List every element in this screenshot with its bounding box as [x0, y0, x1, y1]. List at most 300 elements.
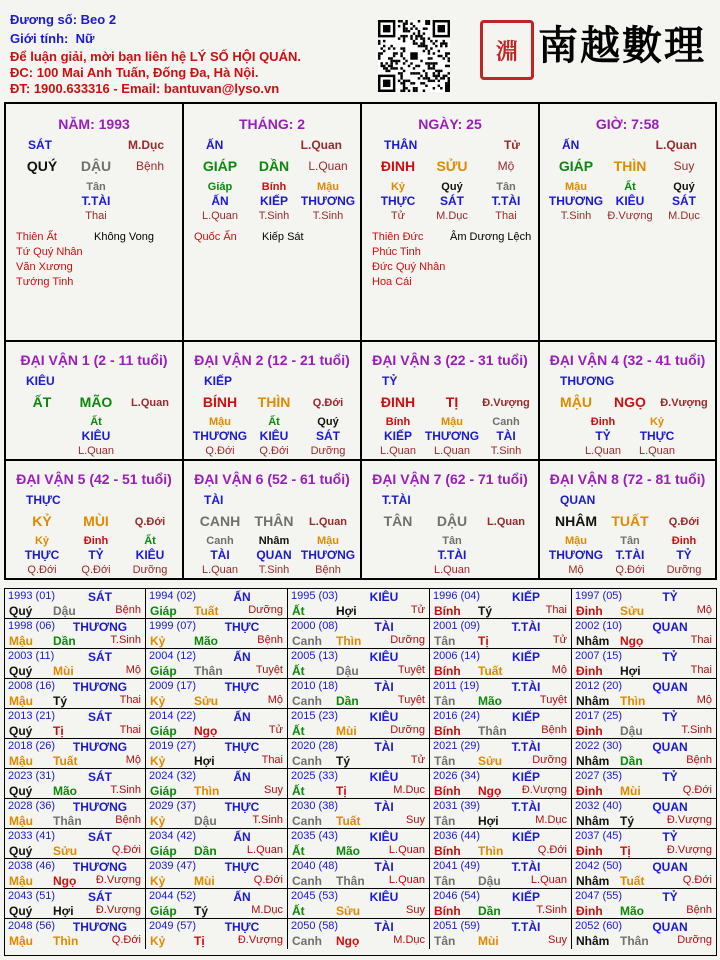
heavenly-stem: ĐINH [380, 158, 416, 174]
gender-value: Nữ [75, 31, 95, 46]
year-branch: Tý [620, 814, 635, 828]
dai-van-god: TÀI [204, 493, 224, 507]
year-stem: Quý [9, 604, 33, 618]
year-branch: Mão [336, 844, 360, 858]
year-branch: Thìn [620, 694, 646, 708]
year-ten-god: TÀI [374, 740, 394, 754]
dai-van-hidden-stage: Mộ [568, 564, 584, 576]
year-label: 2037 (45) [575, 830, 623, 842]
year-ten-god: TÀI [374, 680, 394, 694]
year-label: 2036 (44) [433, 830, 481, 842]
dai-van-hidden-god: T.TÀI [615, 548, 645, 562]
year-ten-god: TÀI [374, 920, 394, 934]
year-ten-god: QUAN [652, 620, 688, 634]
year-branch: Thìn [478, 844, 504, 858]
year-branch: Dần [336, 694, 359, 708]
year-stem: Tân [434, 814, 456, 828]
dai-van-stem: KỶ [32, 513, 52, 529]
year-stage: Thai [119, 724, 141, 736]
hidden-stem: Mậu [565, 181, 587, 193]
year-stage: T.Sinh [536, 904, 567, 916]
year-label: 2050 (58) [291, 920, 339, 932]
year-label: 2042 (50) [575, 860, 623, 872]
dai-van-hidden-stem: Canh [492, 416, 520, 428]
year-cell [146, 799, 288, 829]
qr-code-icon[interactable] [378, 20, 450, 92]
dai-van-hidden-god: THỰC [639, 429, 675, 443]
year-branch: Mùi [336, 724, 357, 738]
year-label: 2016 (24) [433, 710, 481, 722]
year-ten-god: TÀI [374, 620, 394, 634]
year-ten-god: KIẾP [511, 590, 540, 604]
year-ten-god: THƯƠNG [72, 920, 128, 934]
dai-van-title: ĐẠI VẬN 1 (2 - 11 tuổi) [20, 352, 168, 368]
year-cell [5, 739, 146, 769]
year-label: 2043 (51) [8, 890, 56, 902]
dai-van-hidden-stage: Q.Đới [259, 445, 289, 457]
earthly-branch: THÌN [613, 158, 647, 174]
year-ten-god: T.TÀI [511, 800, 541, 814]
dai-van-cell [540, 342, 715, 461]
year-cell [572, 859, 716, 889]
year-stage: T.Sinh [681, 724, 712, 736]
star-good: Thiên Đức [372, 231, 424, 243]
hidden-ten-god: ẤN [211, 194, 229, 208]
dai-van-hidden-stage: L.Quan [433, 564, 471, 576]
year-cell [5, 709, 146, 739]
year-branch: Dậu [620, 724, 643, 738]
year-stem: Mậu [9, 634, 33, 648]
year-stem: Ất [292, 724, 305, 738]
year-stage: Tử [552, 634, 567, 646]
year-label: 2009 (17) [149, 680, 197, 692]
year-stem: Giáp [150, 784, 177, 798]
year-stage: Thai [690, 664, 712, 676]
year-cell [288, 889, 430, 919]
year-cell [572, 919, 716, 949]
year-stage: Đ.Vượng [95, 874, 141, 886]
year-stem: Canh [292, 634, 322, 648]
year-stage: Thai [690, 634, 712, 646]
year-ten-god: SÁT [88, 650, 112, 664]
year-label: 1999 (07) [149, 620, 197, 632]
year-cell [146, 709, 288, 739]
hidden-stem: Ất [624, 181, 636, 193]
year-cell [146, 739, 288, 769]
dai-van-title: ĐẠI VẬN 8 (72 - 81 tuổi) [549, 471, 706, 487]
year-cell [288, 829, 430, 859]
year-stem: Kỷ [150, 634, 166, 648]
contact-line: Để luận giải, mời bạn liên hệ LÝ SỐ HỘI QUÁN. [10, 49, 301, 64]
year-ten-god: QUAN [652, 740, 688, 754]
year-stage: Thai [119, 694, 141, 706]
dai-van-hidden-god: THỰC [24, 548, 60, 562]
star-good: Tướng Tinh [16, 276, 74, 288]
dai-van-stem: CANH [199, 513, 241, 529]
year-stage: Dưỡng [248, 604, 283, 616]
year-stage: L.Quan [530, 874, 567, 886]
dai-van-branch: DẬU [436, 513, 468, 529]
heavenly-stem: QUÝ [26, 158, 58, 174]
year-stem: Bính [434, 664, 461, 678]
year-branch: Dậu [53, 604, 76, 618]
year-stage: Tử [268, 724, 283, 736]
dai-van-branch: TỊ [445, 394, 459, 410]
year-branch: Hợi [620, 664, 641, 678]
year-label: 2005 (13) [291, 650, 339, 662]
year-cell [146, 859, 288, 889]
year-cell [5, 679, 146, 709]
year-branch: Mùi [620, 784, 641, 798]
year-branch: Dậu [478, 874, 501, 888]
year-cell [146, 769, 288, 799]
year-cell [572, 769, 716, 799]
year-branch: Dậu [336, 664, 359, 678]
year-branch: Tị [620, 844, 631, 858]
heavenly-stem: GIÁP [202, 158, 238, 174]
year-label: 2029 (37) [149, 800, 197, 812]
year-label: 1996 (04) [433, 590, 481, 602]
year-ten-god: ẤN [233, 770, 251, 784]
year-ten-god: KIÊU [369, 890, 399, 904]
year-stage: Mộ [267, 694, 283, 706]
year-cell [146, 619, 288, 649]
owner-name: Đương số: Beo 2 [10, 12, 117, 27]
hidden-stem: Kỷ [390, 181, 406, 193]
dai-van-cell [362, 461, 540, 578]
dai-van-hidden-god: THƯƠNG [548, 548, 604, 562]
year-stage: Dưỡng [532, 754, 567, 766]
ten-god-label: SÁT [28, 138, 52, 152]
year-ten-god: KIẾP [511, 830, 540, 844]
year-stem: Nhâm [576, 754, 610, 768]
year-cell [430, 679, 572, 709]
year-stem: Bính [434, 724, 461, 738]
year-label: 2026 (34) [433, 770, 481, 782]
hidden-ten-god: SÁT [672, 194, 696, 208]
year-ten-god: THƯƠNG [72, 740, 128, 754]
year-cell [5, 799, 146, 829]
year-cell [430, 859, 572, 889]
year-stage: M.Dục [535, 814, 567, 826]
dai-van-hidden-god: KIÊU [259, 429, 289, 443]
dai-van-hidden-stem: Ất [144, 535, 156, 547]
year-cell [288, 739, 430, 769]
hidden-ten-god: KIÊU [615, 194, 645, 208]
year-branch: Thìn [194, 784, 220, 798]
year-stem: Tân [434, 874, 456, 888]
year-ten-god: THƯƠNG [72, 680, 128, 694]
year-stem: Mậu [9, 934, 33, 948]
year-stage: Mộ [696, 694, 712, 706]
dai-van-hidden-stage: Dưỡng [666, 564, 702, 576]
year-stem: Kỷ [150, 694, 166, 708]
year-label: 1994 (02) [149, 590, 197, 602]
year-stem: Canh [292, 754, 322, 768]
year-ten-god: TỶ [662, 830, 678, 844]
year-branch: Ngọ [336, 934, 360, 948]
year-stage: M.Dục [251, 904, 283, 916]
year-label: 2017 (25) [575, 710, 623, 722]
year-stem: Nhâm [576, 874, 610, 888]
year-branch: Ngọ [620, 634, 644, 648]
year-branch: Tý [478, 604, 493, 618]
year-branch: Dần [478, 904, 501, 918]
phone-email-line: ĐT: 1900.633316 - Email: bantuvan@lyso.vn [10, 81, 280, 96]
year-stem: Kỷ [150, 754, 166, 768]
year-label: 2046 (54) [433, 890, 481, 902]
dai-van-stage: L.Quan [487, 516, 525, 528]
year-ten-god: SÁT [88, 830, 112, 844]
year-stem: Đinh [576, 784, 603, 798]
dai-van-stem: BÍNH [202, 394, 238, 410]
dai-van-hidden-god: THƯƠNG [300, 548, 356, 562]
year-ten-god: TỶ [662, 710, 678, 724]
dai-van-hidden-stem: Quý [317, 416, 339, 428]
star-good: Quốc Ấn [194, 231, 237, 243]
year-stage: Mộ [125, 754, 141, 766]
year-stem: Ất [292, 784, 305, 798]
dai-van-hidden-stage: L.Quan [584, 445, 622, 457]
year-ten-god: THỰC [224, 680, 260, 694]
year-ten-god: ẤN [233, 890, 251, 904]
hidden-ten-god: KIẾP [259, 194, 288, 208]
year-branch: Thìn [336, 634, 362, 648]
year-stem: Kỷ [150, 934, 166, 948]
hidden-stem: Quý [673, 181, 695, 193]
dai-van-cell [540, 461, 715, 578]
year-stem: Đinh [576, 844, 603, 858]
hidden-stage: L.Quan [201, 210, 239, 222]
year-ten-god: THƯƠNG [72, 800, 128, 814]
year-stem: Giáp [150, 844, 177, 858]
year-stage: Q.Đới [682, 874, 712, 886]
dai-van-branch: TUẤT [611, 513, 649, 529]
year-cell [288, 769, 430, 799]
year-ten-god: ẤN [233, 650, 251, 664]
year-cell [572, 829, 716, 859]
dai-van-hidden-stage: Dưỡng [132, 564, 168, 576]
dai-van-hidden-stage: T.Sinh [258, 564, 290, 576]
year-stage: T.Sinh [252, 814, 283, 826]
dai-van-hidden-god: THƯƠNG [192, 429, 248, 443]
pillar-title: NĂM: 1993 [58, 116, 130, 132]
hidden-stage: Thai [495, 210, 517, 222]
address-line: ĐC: 100 Mai Anh Tuấn, Đống Đa, Hà Nội. [10, 65, 259, 80]
dai-van-hidden-stem: Ất [90, 416, 102, 428]
year-cell [572, 619, 716, 649]
dai-van-hidden-stem: Nhâm [258, 535, 290, 547]
year-stage: L.Quan [388, 874, 425, 886]
year-label: 2018 (26) [8, 740, 56, 752]
year-stage: Q.Đới [111, 934, 141, 946]
year-label: 2028 (36) [8, 800, 56, 812]
year-ten-god: TỶ [662, 650, 678, 664]
year-label: 2052 (60) [575, 920, 623, 932]
dai-van-title: ĐẠI VẬN 4 (32 - 41 tuổi) [549, 352, 706, 368]
header [0, 0, 720, 100]
dai-van-hidden-god: QUAN [256, 548, 292, 562]
dai-van-hidden-stage: Q.Đới [205, 445, 235, 457]
year-branch: Mùi [478, 934, 499, 948]
dai-van-hidden-god: THƯƠNG [424, 429, 480, 443]
year-branch: Tý [194, 904, 209, 918]
year-cell [572, 589, 716, 619]
dai-van-stage: Q.Đới [668, 516, 700, 528]
star-good: Hoa Cái [372, 276, 412, 288]
year-stem: Giáp [150, 664, 177, 678]
year-branch: Tý [336, 754, 351, 768]
year-cell [146, 589, 288, 619]
year-label: 2010 (18) [291, 680, 339, 692]
year-label: 2040 (48) [291, 860, 339, 872]
dai-van-stage: Q.Đới [134, 516, 166, 528]
earthly-branch: DẬU [80, 158, 112, 174]
year-cell [288, 679, 430, 709]
dai-van-title: ĐẠI VẬN 6 (52 - 61 tuổi) [194, 471, 350, 487]
dai-van-hidden-god: KIÊU [135, 548, 165, 562]
year-ten-god: QUAN [652, 680, 688, 694]
year-ten-god: THƯƠNG [72, 620, 128, 634]
year-stem: Ất [292, 904, 305, 918]
year-label: 2045 (53) [291, 890, 339, 902]
dai-van-hidden-god: TÀI [210, 548, 230, 562]
year-stem: Nhâm [576, 814, 610, 828]
chart-grid [4, 102, 717, 580]
year-stem: Nhâm [576, 934, 610, 948]
year-label: 2002 (10) [575, 620, 623, 632]
dai-van-cell [362, 342, 540, 461]
year-stem: Bính [434, 844, 461, 858]
dai-van-stem: NHÂM [555, 513, 597, 529]
year-cell [430, 709, 572, 739]
year-stage: Q.Đới [682, 784, 712, 796]
year-ten-god: KIÊU [369, 650, 399, 664]
year-branch: Dần [194, 844, 217, 858]
year-stage: Q.Đới [537, 844, 567, 856]
hidden-ten-god: T.TÀI [81, 194, 111, 208]
dai-van-hidden-stage: L.Quan [433, 445, 471, 457]
year-branch: Tuất [478, 664, 503, 678]
year-branch: Tị [336, 784, 347, 798]
hidden-stage: Tử [390, 210, 406, 222]
dai-van-hidden-stem: Đinh [671, 535, 697, 547]
hidden-stage: Thai [85, 210, 107, 222]
year-stem: Tân [434, 934, 456, 948]
dai-van-hidden-god: TỶ [676, 548, 692, 562]
dai-van-god: QUAN [560, 493, 596, 507]
dai-van-hidden-god: KIẾP [383, 429, 412, 443]
dai-van-hidden-stem: Đinh [83, 535, 109, 547]
year-branch: Thân [53, 814, 82, 828]
year-ten-god: KIẾP [511, 710, 540, 724]
year-cell [5, 649, 146, 679]
hidden-ten-god: T.TÀI [491, 194, 521, 208]
dai-van-god: KIẾP [204, 374, 233, 388]
hidden-ten-god: SÁT [440, 194, 464, 208]
pillar-cell [184, 104, 362, 342]
year-ten-god: THƯƠNG [72, 860, 128, 874]
year-label: 2024 (32) [149, 770, 197, 782]
dai-van-branch: MÙI [83, 513, 109, 529]
year-ten-god: SÁT [88, 710, 112, 724]
hidden-stage: T.Sinh [312, 210, 344, 222]
dai-van-hidden-stage: Q.Đới [615, 564, 645, 576]
year-stem: Tân [434, 754, 456, 768]
dai-van-hidden-stem: Đinh [590, 416, 616, 428]
year-label: 1993 (01) [8, 590, 56, 602]
year-label: 2049 (57) [149, 920, 197, 932]
year-stem: Tân [434, 634, 456, 648]
year-ten-god: SÁT [88, 590, 112, 604]
year-branch: Hợi [336, 604, 357, 618]
year-cell [430, 619, 572, 649]
year-label: 2014 (22) [149, 710, 197, 722]
dai-van-hidden-stem: Bính [385, 416, 411, 428]
year-stem: Canh [292, 934, 322, 948]
year-stem: Bính [434, 604, 461, 618]
dai-van-stage: L.Quan [131, 397, 169, 409]
year-label: 2047 (55) [575, 890, 623, 902]
year-ten-god: THỰC [224, 800, 260, 814]
dai-van-branch: THÌN [257, 394, 291, 410]
year-stem: Bính [434, 904, 461, 918]
year-label: 2004 (12) [149, 650, 197, 662]
year-cell [572, 679, 716, 709]
year-branch: Tị [194, 934, 205, 948]
year-ten-god: KIẾP [511, 890, 540, 904]
year-branch: Tị [53, 724, 64, 738]
year-ten-god: QUAN [652, 860, 688, 874]
hidden-stem: Giáp [207, 181, 233, 193]
star-bad: Âm Dương Lệch [450, 231, 532, 243]
dai-van-hidden-stem: Kỷ [34, 535, 50, 547]
year-cell [430, 769, 572, 799]
year-stage: Đ.Vượng [521, 784, 567, 796]
pillar-cell [540, 104, 715, 342]
year-stem: Giáp [150, 604, 177, 618]
year-label: 2034 (42) [149, 830, 197, 842]
dai-van-hidden-god: KIÊU [81, 429, 111, 443]
dai-van-hidden-stage: Dưỡng [310, 445, 346, 457]
year-branch: Mão [620, 904, 644, 918]
year-stage: Mộ [125, 664, 141, 676]
year-stage: Suy [264, 784, 283, 796]
dai-van-god: T.TÀI [382, 493, 411, 507]
year-branch: Mão [478, 694, 502, 708]
year-stage: Đ.Vượng [666, 814, 712, 826]
year-stage: Bệnh [257, 634, 283, 646]
year-ten-god: ẤN [233, 590, 251, 604]
year-stage: T.Sinh [110, 784, 141, 796]
dai-van-stem: MẬU [560, 394, 592, 410]
dai-van-cell [6, 461, 184, 578]
year-branch: Sửu [336, 904, 361, 918]
year-stage: Bệnh [686, 904, 712, 916]
year-label: 2001 (09) [433, 620, 481, 632]
dai-van-hidden-stem: Tân [442, 535, 462, 547]
year-stem: Đinh [576, 904, 603, 918]
year-stage: Tuyệt [397, 664, 425, 676]
year-branch: Sửu [53, 844, 78, 858]
dai-van-hidden-stem: Tân [620, 535, 640, 547]
year-cell [5, 619, 146, 649]
year-label: 1995 (03) [291, 590, 339, 602]
dai-van-cell [6, 342, 184, 461]
star-good: Phúc Tinh [372, 246, 421, 258]
year-stem: Mậu [9, 874, 33, 888]
year-stage: T.Sinh [110, 634, 141, 646]
